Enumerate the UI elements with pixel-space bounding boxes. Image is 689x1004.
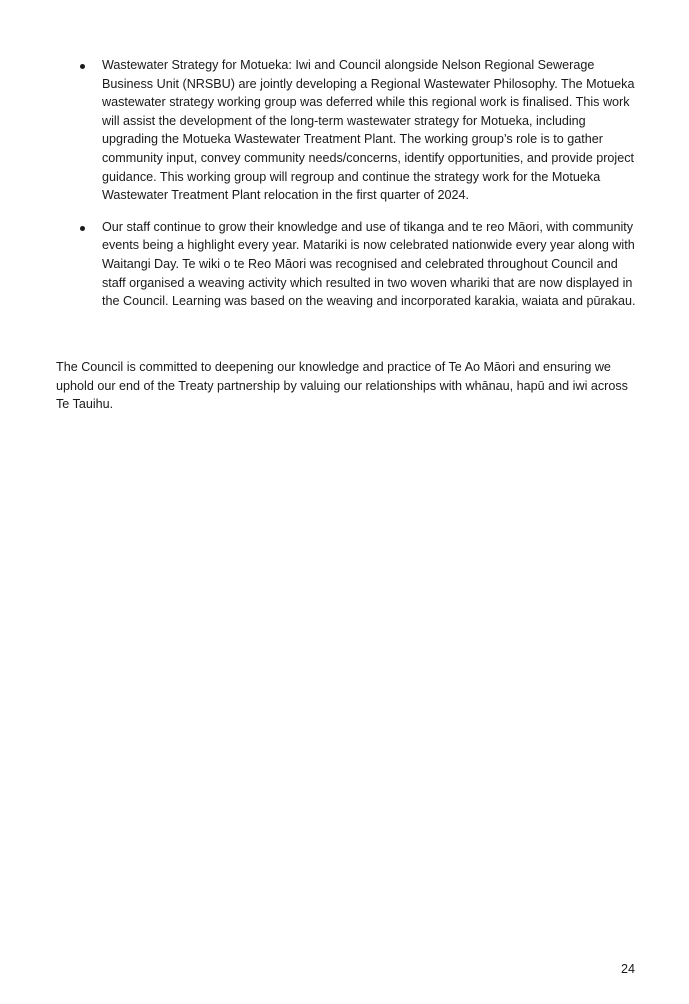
bullet-item-tikanga-te-reo [56, 218, 638, 311]
bullet-dot-icon [80, 64, 85, 69]
bullet-text: Our staff continue to grow their knowledge and use of tikanga and te reo Māori, with community events being a highlight every year. Matariki is now celebrated nationwide every year along with Waitangi Day. Te wiki o te Reo Māori was recognised and celebrated throughout Council and staff organised a weaving activity which resulted in two woven whariki that are now displayed in the Council. Learning was based on the weaving and incorporated karakia, waiata and pūrakau. [102, 219, 636, 309]
bullet-text: Wastewater Strategy for Motueka: Iwi and Council alongside Nelson Regional Sewerage Business Unit (NRSBU) are jointly developing a Regional Wastewater Philosophy. The Motueka wastewater strategy working group was deferred while this regional work is finalised. This work will assist the development of the long-term wastewater strategy for Motueka, including upgrading the Motueka Wastewater Treatment Plant. The working group’s role is to gather community input, convey community needs/concerns, identify opportunities, and provide project guidance. This working group will regroup and continue the strategy work for the Motueka Wastewater Treatment Plant relocation in the first quarter of 2024. [102, 58, 635, 203]
bullet-dot-icon [80, 226, 85, 231]
bullet-list [56, 56, 638, 324]
closing-paragraph: The Council is committed to deepening our knowledge and practice of Te Ao Māori and ensuring we uphold our end of the Treaty partnership by valuing our relationships with whānau, hapū and iwi across Te Tauihu. [56, 360, 628, 412]
bullet-item-wastewater-strategy [56, 56, 638, 205]
page-number: 24 [620, 962, 635, 976]
